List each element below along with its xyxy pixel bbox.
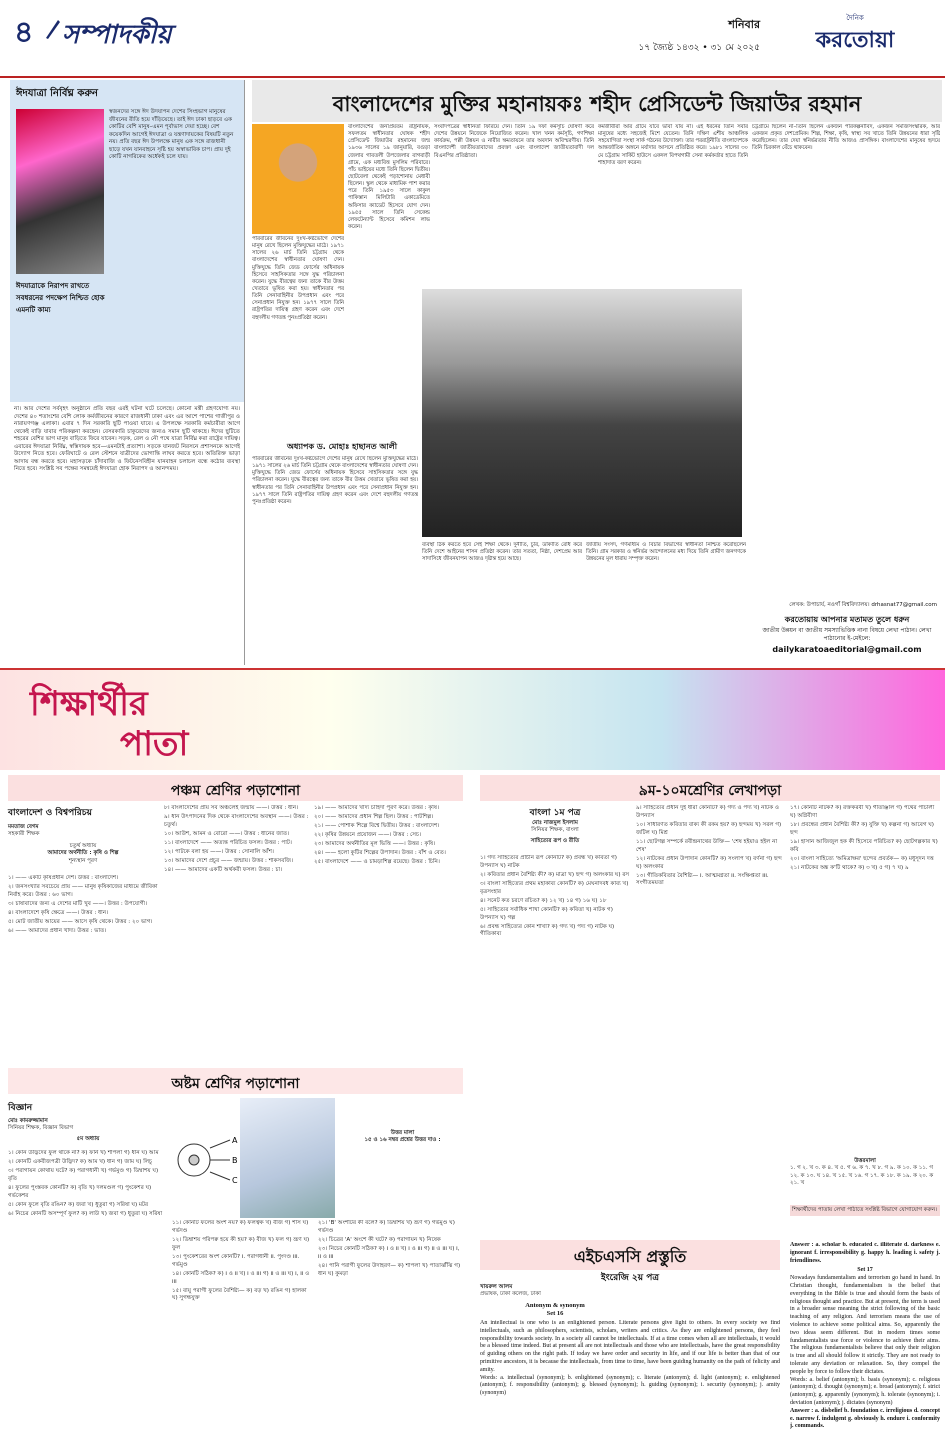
class5-teacher-role: সহকারী শিক্ষক (8, 831, 40, 838)
class910-teacher-role: সিনিয়র শিক্ষক, বাংলা (531, 827, 579, 834)
flower-diagram (172, 1130, 242, 1190)
masthead (0, 0, 945, 78)
class5-q11: ১১। বাংলাদেশে —— অত্যন্ত পরিচিত ফসল। উত্তর : পাট। (164, 839, 292, 846)
class8-q23: ২৩। নিচের কোনটি সঠিক? ক) i ও ii খ) i ও iii গ) ii ও iii ঘ) i, ii ও iii (318, 1245, 460, 1260)
class8-q5: ৫। কোন ফুলে বৃতি রঙিন? ক) জবা খ) ধুতুরা গ) সরিষা ঘ) মটর (8, 1201, 149, 1208)
class5-q12: ১২। পাটকে বলা হয় ——। উত্তর : সোনালি আঁশ। (164, 848, 274, 855)
class8-q3: ৩। পরাগায়ন কোথায় ঘটে? ক) পরাগধানী খ) গর্ভমুণ্ড গ) ডিম্বাশয় ঘ) বৃতি (8, 1167, 159, 1182)
opinion-notice (752, 614, 942, 664)
class8-answer-note (345, 1130, 460, 1145)
hsc-set16-words: Words: a. intellectual (synonym); b. enlightened (synonym); c. literate (antonym); d. light (antonym); e. enlightened (antonym); f. responsibility (antonym); g. blessed (synonym); h. guiding (synonym); i. security (synonym); j. amity (synonym) (480, 1374, 780, 1397)
class910-answers-title: উত্তরমালা (854, 1158, 876, 1164)
hsc-teacher-info (480, 1284, 630, 1299)
class5-q13: ১৩। আমাদের দেশে প্রচুর —— জন্মায়। উত্তর : শাকসবজি। (164, 857, 293, 864)
class5-q1: ১। —— একটি কৃষিপ্রধান দেশ। উত্তর : বাংলাদেশ। (8, 875, 119, 881)
hsc-set17-answer: Answer : a. disbelief b. foundation c. irreligious d. concept e. narrow f. indulgent g. obviously h. endure i. conformity j. commands. (790, 1407, 940, 1430)
class5-q5: ৫। মোট জাতীয় আয়ের —— আসে কৃষি থেকে। উত্তর : ২০ ভাগ। (8, 918, 153, 925)
article-headline: বাংলাদেশের মুক্তির মহানায়কঃ শহীদ প্রেসিডেন্ট জিয়াউর রহমান (252, 80, 942, 122)
class910-q18: ১৮। প্রবন্ধের প্রধান বৈশিষ্ট্য কী? ক) যুক্তি খ) কল্পনা গ) আবেগ ঘ) ছন্দ (790, 821, 934, 836)
hsc-topic: Antonym & synonym (525, 1302, 585, 1309)
diagram-label-c: C (232, 1176, 238, 1185)
class8-q12: ১২। ডিম্বাশয় পরিপক্ব হয়ে কী হয়? ক) বীজ খ) ফল গ) ভ্রূণ ঘ) ফুল (172, 1236, 310, 1251)
class910-q21: ২১। নাটকের অঙ্ক ক'টি থাকে? ক) ৩ খ) ৫ গ) ৭ ঘ) ৯ (790, 864, 909, 871)
editorial-intro: স্বজনদের সঙ্গে ঈদ উদযাপন দেশের সিংহভাগ মানুষের জীবনের রীতি হয়ে দাঁড়িয়েছে। তাই ঈদ ঢাকা ছাড়বে এক কোটির বেশি মানুষ–এমন পূর্বাভাস দেয়া হচ্ছে। বেশ কয়েকদিন আগেই ঈদযাত্রা ও যন্ত্রণাদায়কের বিষয়টি নতুন নয়। প্রতি বছর ঈদ উপলক্ষে মানুষ এক সঙ্গে রাজধানী ছাড়ে যখন যানবাহনে সৃষ্টি হয় অস্বাভাবিক চাপ। প্রায় দুই কোটি নাগরিকের অর্ধেকই চলে যায়। (109, 109, 234, 161)
class8-q1: ১। কোন উদ্ভিদের ফুল থাকে না? ক) ফার্ন খ) শাপলা গ) ধান ঘ) আম (8, 1150, 159, 1156)
class8-q24: ২৪। পানি পরাগী ফুলের উদাহরণ— ক) শাপলা খ) পাতাঝাঁঝি গ) ধান ঘ) কুমড়া (318, 1262, 461, 1277)
class910-q6: ৬। প্রবন্ধ সাহিত্যের কোন শাখা? ক) গদ্য খ) পদ্য গ) নাটক ঘ) গীতিকাব্য (480, 923, 615, 938)
author-portrait (252, 124, 344, 234)
hsc-set16-title: Set 16 (546, 1310, 564, 1318)
hsc-set17-passage: Nowadays fundamentalism and terrorism go hand in hand. In Christian thought, fundamentalism is the belief that everything in the Bible is true and should form the basis of religious thought and practice. But at present, the term is used in a broader sense meaning the strict following of the basic teaching of any religion. And terrorism means the use of violence to achieve some political aims. So, apparently the two ideas seem different. But in modern times some fundamentalists use force or violence to achieve their aims. The religious fundamentalists believe that only their religion is true and all should follow it strictly. They are not ready to tolerate any deviation or relaxation. So, they compel the people by force to follow their dictates. (790, 1275, 940, 1375)
class8-teacher-role: সিনিয়র শিক্ষক, বিজ্ঞান বিভাগ (8, 1125, 74, 1132)
travelers-photo (16, 109, 104, 274)
newspaper-tag: দৈনিক (846, 14, 864, 22)
hsc-set16-passage: An intellectual is one who is an enlightened person. Literate persons give light to others. In every society we find intellectuals, such as philosophers, scientists, scholars, writers and critics. As they are enlightened persons, they feel responsibility towards society. In a society all cannot be intellectuals. If at a time comes when all are intellectuals, it would be a blessed time indeed. But at present all are not intellectuals and those who are intellectuals, have the great responsibility of guiding others on the right path. If today we have order and security in life, and if our life is better than that of our primitive ancestors, it is because the intellectuals, from time to time, have been guiding humanity on the path of felicity and amity. (480, 1320, 780, 1373)
class5-q24: ২৪। —— হলো কুটির শিল্পের উপাদান। উত্তর : বাঁশ ও বেত। (314, 849, 446, 856)
class5-q2: ২। জনসংখ্যার সবচেয়ে প্রায় —— মানুষ কৃষিকাজের মাধ্যমে জীবিকা নির্বাহ করে। উত্তর : ৬০ ভাগ। (8, 883, 158, 898)
class5-q8: ৮। বাংলাদেশের প্রায় সব অঞ্চলেই জন্মায় ——। উত্তর : ধান। (164, 805, 299, 811)
class8-col3 (318, 1220, 463, 1445)
class5-chapter: চতুর্থ অধ্যায় (69, 842, 97, 849)
class5-question-head: শূন্যস্থান পূরণ (68, 857, 98, 864)
class5-q10: ১০। আউশ, আমন ও বোরো ——। উত্তর : ধানের জাত। (164, 830, 290, 837)
class910-teacher: মোঃ নাজমুল ইসলাম (532, 820, 578, 826)
class910-answers (790, 1158, 940, 1188)
class8-teacher: মোঃ কামরুজ্জামান (8, 1118, 48, 1124)
class910-subject: বাংলা ১ম পত্র (529, 808, 581, 818)
class910-q2: ২। কবিতার প্রধান বৈশিষ্ট্য কী? ক) মাত্রা খ) ছন্দ গ) অলংকার ঘ) রস (480, 871, 630, 878)
class910-q13: ১৩। গীতিকবিতার বৈশিষ্ট্য— i. আত্মমগ্নতা ii. সংক্ষিপ্ততা iii. সংগীতময়তা (636, 872, 769, 887)
article-column-1: বাংলাদেশের জনপ্রিয়তম রাষ্ট্রনায়ক, সফলতম স্বাধীনতার ঘোষক শহীদ প্রেসিডেন্ট জিয়াউর রহমানের জন্ম ১৯৩৬ সালের ১৯ জানুয়ারি, বগুড়া জেলার গাবতলী উপজেলার বাগবাড়ী গ্রামে, এক মধ্যবিত্ত মুসলিম পরিবারে। পাঁচ ভাইয়ের মধ্যে তিনি ছিলেন দ্বিতীয়। ছোটবেলা থেকেই পড়াশোনায় মেধাবী ছিলেন। স্কুল থেকে মাধ্যমিক পাশ করার পরে তিনি ১৯৫৩ সালে কাকুল পাকিস্তান মিলিটারি একাডেমিতে অফিসার ক্যাডেট হিসেবে যোগ দেন। ১৯৫৫ সালে তিনি সেকেন্ড লেফটেন্যান্ট হিসেবে কমিশন লাভ করেন। (348, 124, 430, 230)
class910-col3 (790, 805, 940, 1125)
article-column-5: পরিবারের জীবনের দুঃখ-কষ্টভোগে দেশের মানুষ রেখে ছিলেন মুক্তিযুদ্ধের মাঠে। ১৯৭১ সালের ২৬ মার্চ তিনি চট্টগ্রাম থেকে বাংলাদেশের স্বাধীনতার ঘোষণা দেন। মুক্তিযুদ্ধে তিনি জেড ফোর্সের অধিনায়ক হিসেবে সাহসিকতার সঙ্গে যুদ্ধ পরিচালনা করেন। যুদ্ধে বীরত্বের জন্য তাকে বীর উত্তম খেতাবে ভূষিত করা হয়। স্বাধীনতার পর তিনি সেনাবাহিনীর উপপ্রধান এবং পরে সেনাপ্রধান নিযুক্ত হন। ১৯৭৭ সালে তিনি রাষ্ট্রপতির দায়িত্ব গ্রহণ করেন এবং দেশে বহুদলীয় গণতন্ত্র পুনঃপ্রতিষ্ঠা করেন। (252, 456, 418, 505)
class5-q20: ২০। —— আমাদের প্রধান শিল্প ছিল। উত্তর : পাটশিল্প। (314, 813, 434, 820)
issue-date: ১৭ জ্যৈষ্ঠ ১৪৩২ • ৩১ মে ২০২৫ (638, 43, 760, 53)
newspaper-name (770, 14, 940, 60)
class5-col2 (164, 805, 309, 1065)
notice-body: জাতীয় উন্নয়ন বা জাতীয় সমস্যাভিত্তিক নানা বিষয়ে লেখা পাঠান। লেখা পাঠানোর ই-মেইলে: (762, 627, 932, 642)
hsc-subject: ইংরেজি ২য় পত্র (601, 1273, 659, 1283)
lab-students-photo (240, 1098, 335, 1218)
class5-chapter-title: আমাদের অর্থনীতি : কৃষি ও শিল্প (47, 850, 119, 857)
class5-q22: ২২। কৃষির উন্নয়নে প্রয়োজন ——। উত্তর : সেচ। (314, 831, 422, 838)
class5-teacher: মমতাজ বেগম (8, 824, 39, 830)
editorial-sidebar (10, 80, 245, 665)
class5-q23: ২৩। আমাদের অর্থনীতির মূল ভিত্তি ——। উত্তর : কৃষি। (314, 840, 436, 847)
notice-email[interactable]: dailykaratoaeditorial@gmail.com (772, 644, 922, 654)
class910-q11: ১১। ছোটগল্প সম্পর্কে রবীন্দ্রনাথের উক্তি— 'শেষ হইয়াও হইল না শেষ' (636, 838, 778, 853)
editorial-title: ঈদযাত্রা নির্বিঘ্ন করুন (16, 88, 99, 99)
hsc-teacher: খায়রুল আলম (480, 1284, 513, 1290)
class910-q5: ৫। সাহিত্যের সর্বাধিক শাখা কোনটি? ক) কবিতা খ) নাটক গ) উপন্যাস ঘ) গল্প (480, 906, 613, 921)
class910-answers-list: ১. গ ২. খ ৩. ক ৪. খ ৫. গ ৬. ক ৭. খ ৮. গ ৯. ক ১০. ক ১১. গ ১২. ক ১৩. ঘ ১৪. খ ১৫. খ ১৬. গ ১৭. ক ১৮. ক ১৯. ক ২০. ক ২১. খ (790, 1165, 934, 1187)
students-page-banner (0, 668, 945, 770)
class910-info (480, 805, 630, 845)
class910-chapter: সাহিত্যের রূপ ও রীতি (530, 837, 580, 844)
class8-q6: ৬। নিচের কোনটি অসম্পূর্ণ ফুল? ক) লাউ খ) জবা গ) ধুতুরা ঘ) সরিষা (8, 1210, 163, 1217)
hsc-teacher-role: প্রভাষক, ঢাকা কলেজ, ঢাকা (480, 1291, 541, 1298)
class910-col2 (636, 805, 784, 1235)
hsc-set17-block (790, 1242, 940, 1448)
class8-q21: ২১। 'B' অংশটির কী বলে? ক) ডিম্বাশয় খ) ভ্রূণ গ) গর্ভমুণ্ড ঘ) গর্ভদণ্ড (318, 1220, 455, 1234)
class8-answer-title: উত্তর মালা (390, 1130, 415, 1136)
class5-q9: ৯। ধান উৎপাদনের দিক থেকে বাংলাদেশের অবস্থান ——। উত্তর : চতুর্থ। (164, 813, 309, 828)
hsc-topic-block (480, 1302, 630, 1319)
class5-q14: ১৪। —— আমাদের একটি অর্থকরী ফসল। উত্তর : চা। (164, 866, 282, 873)
class910-q17: ১৭। কোনটি নাটক? ক) রক্তকরবী খ) গীতাঞ্জলি গ) পথের পাঁচালী ঘ) অগ্নিবীণা (790, 805, 935, 819)
article-column-2: সংবাদপত্রের স্বাধীনতা ফিরিয়ে দেন। তিনি ১৯ দফা কর্মসূচি ঘোষণা করে দেশের উন্নয়নে নিজেকে নিয়োজিত করেন। খাল খনন কর্মসূচি, গণশিক্ষা কার্যক্রম, পল্লী উন্নয়ন ও নারীর ক্ষমতায়নে তার অবদান অবিস্মরণীয়। তিনি বাংলাদেশী জাতীয়তাবাদের প্রবক্তা এবং বাংলাদেশ জাতীয়তাবাদী দল বিএনপির প্রতিষ্ঠাতা। (434, 124, 594, 159)
class8-info (8, 1100, 168, 1143)
writer-email[interactable]: drhasnat77@gmail.com (871, 602, 937, 608)
writer-info (752, 602, 937, 609)
class5-q21: ২১। —— পোশাক শিল্পে বিশ্বে দ্বিতীয়। উত্তর : বাংলাদেশ। (314, 822, 440, 829)
issue-day: শনিবার (728, 18, 760, 31)
class5-subject: বাংলাদেশ ও বিশ্বপরিচয় (8, 808, 92, 818)
class8-q13: ১৩। পুংকেশরের অংশ কোনটি? i. পরাগধানী ii. পুংদণ্ড iii. গর্ভমুণ্ড (172, 1253, 300, 1268)
class910-q10: ১০। সাধারণত কবিতার বাক্য কী রকম হয়? ক) ছন্দময় খ) সরল গ) জটিল ঘ) মিশ্র (636, 821, 782, 836)
class8-q22: ২২। চিত্রের 'A' অংশে কী ঘটে? ক) পরাগায়ন খ) নিষেক (318, 1236, 441, 1243)
class910-heading: ৯ম-১০মশ্রেণির লেখাপড়া (480, 775, 940, 801)
class5-q19: ১৯। —— আমাদের খাদ্য চাহিদা পূরণ করে। উত্তর : কৃষি। (314, 805, 439, 811)
class8-q2: ২। কোনটি একবীজপত্রী উদ্ভিদ? ক) আম খ) ধান গ) জাম ঘ) লিচু (8, 1158, 153, 1165)
article-column-1b: পরিবারের জীবনের দুঃখ-কষ্টভোগে দেশের মানুষ রেখে ছিলেন মুক্তিযুদ্ধের মাঠে। ১৯৭১ সালের ২৬ মার্চ তিনি চট্টগ্রাম থেকে বাংলাদেশের স্বাধীনতার ঘোষণা দেন। মুক্তিযুদ্ধে তিনি জেড ফোর্সের অধিনায়ক হিসেবে সাহসিকতার সঙ্গে যুদ্ধ পরিচালনা করেন। যুদ্ধে বীরত্বের জন্য তাকে বীর উত্তম খেতাবে ভূষিত করা হয়। স্বাধীনতার পর তিনি সেনাবাহিনীর উপপ্রধান এবং পরে সেনাপ্রধান নিযুক্ত হন। ১৯৭৭ সালে তিনি রাষ্ট্রপতির দায়িত্ব গ্রহণ করেন এবং দেশে বহুদলীয় গণতন্ত্র পুনঃপ্রতিষ্ঠা করেন। (252, 236, 344, 321)
newspaper-title: করতোয়া (815, 27, 895, 54)
article-column-4: চট্টগ্রামে ছিলেন না–তিনি ছিলেন একজন পরিকল্পনাবিদ, একজন সমাজসংস্কারক, আর একজন প্রকৃত দেশপ্রেমিক। শিল্প, শিক্ষা, কৃষি, স্বাস্থ্য সব খাতে তিনি উন্নয়নের ধারা সৃষ্টি করেছিলেন। তার দেয়া স্বনির্ভরতার নীতি আজও প্রাসঙ্গিক। বাংলাদেশের মানুষের হৃদয়ে তিনি চিরকাল বেঁচে থাকবেন। (752, 124, 940, 152)
main-article (252, 124, 942, 665)
class8-q14: ১৪। কোনটি সঠিক? ক) i ও ii খ) i ও iii গ) ii ও iii ঘ) i, ii ও iii (172, 1270, 310, 1285)
class8-heading: অষ্টম শ্রেণির পড়াশোনা (8, 1068, 463, 1094)
class910-q1: ১। গদ্য সাহিত্যের প্রাচীন রূপ কোনটি? ক) প্রবন্ধ খ) কবিতা গ) উপন্যাস ঘ) নাটক (480, 855, 617, 869)
article-column-7: জাতীয় সংসদ, গণমাধ্যম ও বিচার বিভাগের স্বাধীনতা নিশ্চিত করেছিলেন তিনি। গ্রাম সরকার ও স্বনির্ভর আন্দোলনের মধ্য দিয়ে তিনি গ্রামীণ জনগণকে উন্নয়নের মূল ধারায় সম্পৃক্ত করেন। (586, 542, 746, 563)
editorial-callout: ঈদযাত্রাকে নিরাপদ রাখতে সবধরনের পদক্ষেপ নিশ্চিত হোক এমনটি কাম্য (16, 282, 105, 314)
class910-q4: ৪। সনেট কত চরণে রচিত? ক) ১২ খ) ১৪ গ) ১৬ ঘ) ১৮ (480, 897, 607, 904)
article-byline: অধ্যাপক ড. মোহাঃ হাছানত আলী (287, 442, 397, 451)
page-number: ৪ (14, 15, 34, 50)
hsc-set17-title: Set 17 (857, 1267, 873, 1274)
class8-answer-instruction: ১৫ ও ১৬ নম্বর প্রশ্নের উত্তর দাও : (364, 1137, 441, 1144)
date-block (560, 16, 760, 55)
class8-col1 (8, 1150, 168, 1445)
class5-q25: ২৫। বাংলাদেশে —— ও চামড়াশিল্প রয়েছে। উত্তর : চিনি। (314, 858, 440, 865)
class8-q4: ৪। ফুলের পুংস্তবক কোনটি? ক) বৃতি খ) দলমণ্ডল গ) পুংকেশর ঘ) গর্ভকেশর (8, 1184, 152, 1199)
hsc-set17-words: Words: a. belief (antonym); b. basis (synonym); c. religious (antonym); d. thought (synonym); e. broad (antonym); f. strict (antonym); g. apparently (synonym); h. tolerate (synonym); i. deviation (antonym); j. dictates (synonym) (790, 1376, 940, 1406)
section-logo: সম্পাদকীয় (62, 20, 172, 50)
class8-col2 (172, 1220, 312, 1445)
class910-q12: ১২। নাটকের প্রধান উপাদান কোনটি? ক) সংলাপ খ) বর্ণনা গ) ছন্দ ঘ) অলংকার (636, 855, 782, 870)
class5-q3: ৩। চাষাবাদের জন্য এ দেশের মাটি খুব ——। উত্তর : উপযোগী। (8, 900, 148, 907)
hsc-subject-line (480, 1270, 780, 1285)
quill-pen-icon (44, 18, 62, 40)
class5-info (8, 805, 158, 865)
class5-q4: ৪। বাংলাদেশে কৃষি ক্ষেত্রে ——। উত্তর : ধান। (8, 909, 109, 916)
hsc-heading: এইচএসসি প্রস্তুতি (480, 1240, 780, 1270)
article-column-6: ব্যবস্থা ঠিক করতে হবে সেই শিক্ষা থেকে। দুর্নীতি, চুরি, ডাকাতি রোধ করে তিনি দেশে আইনের শাসন প্রতিষ্ঠা করেন। তার সততা, নিষ্ঠা, দেশপ্রেম আর সাদাসিধে জীবনযাপন আজও দৃষ্টান্ত হয়ে আছে। (422, 542, 582, 563)
class5-heading: পঞ্চম শ্রেণির পড়াশোনা (8, 775, 463, 801)
editorial-box (10, 80, 244, 402)
class910-footer-note: শিক্ষার্থীদের পাতায় লেখা পাঠাতে সংশ্লিষ্ট বিভাগে যোগাযোগ করুন। (790, 1205, 940, 1216)
class5-col3 (314, 805, 462, 1065)
class910-q20: ২০। বাংলা সাহিত্যে 'অমিত্রাক্ষর' ছন্দের প্রবর্তক— ক) মধুসূদন দত্ত (790, 855, 934, 862)
editorial-body: না। আর দেশের সর্ববৃহৎ অনুষ্ঠানে প্রতি বছর এরই ঘটনা ঘটে চলেছে। কোনো মন্ত্রী গ্রহণযোগ্য নয়। দেশের ৪০ শতাংশের বেশি লোক কর্মজীবনের কারণে রাজধানী ঢাকা এবং এর আশে পাশের গাজীপুর ও নারায়ণগঞ্জ এলাকা। এবার ৭ দিন সরকারি ছুটি পাওয়া যাবে। এ উপলক্ষে সরকারি কর্মচারীরা আগে থেকেই বাড়ি যাবার পরিকল্পনা করছেন। বেসরকারি চাকুরেদের জন্যও সমান ছুটি থাকছে। ঈদের ছুটিতে শহরের বেশির ভাগ মানুষ বাড়িতে ফিরে যাবেন। সড়ক, রেল ও নৌ পথে যাত্রা নির্বিঘ্ন করা রাষ্ট্রের দায়িত্ব। এবারের ঈদযাত্রা নির্বিঘ্ন, স্বস্তিদায়ক হবে—এমনটাই প্রত্যাশা। সড়কে যানজট নিরসনে প্রশাসনকে আগেই উদ্যোগ নিতে হবে। ফেরিঘাটে ও রেল স্টেশনে যাত্রীদের ভোগান্তি লাঘব করতে হবে। অতিরিক্ত ভাড়া আদায় বন্ধ করতে হবে। মহাসড়কে চাঁদাবাজি ও ফিটনেসবিহীন যানবাহন চলাচল বন্ধে কঠোর ব্যবস্থা নিতে হবে। সংশ্লিষ্ট সব পক্ষের সমন্বয়েই ঈদযাত্রা হোক নিরাপদ ও আনন্দময়। (14, 406, 240, 473)
class5-q6: ৬। —— আমাদের প্রধান খাদ্য। উত্তর : ভাত। (8, 927, 107, 934)
article-column-3: কর্মজীবীরা আর গ্রামে যাবে ভাবা যায় না। এই ধরনের তিনি সবার মানুষের মধ্যে সহজেই মিশে যেতেন। তিনি দক্ষিণ এশীয় আঞ্চলিক সহযোগিতা সংস্থা সার্ক গঠনের উদ্যোক্তা। তার পররাষ্ট্রনীতি বাংলাদেশকে আন্তর্জাতিক অঙ্গনে মর্যাদার আসনে প্রতিষ্ঠিত করে। ১৯৮১ সালের ৩০ মে চট্টগ্রাম সার্কিট হাউসে একদল বিপথগামী সেনা কর্মকর্তার হাতে তিনি শাহাদাত বরণ করেন। (598, 124, 748, 166)
class5-col1 (8, 875, 158, 1065)
class8-chapter: ৫ম অধ্যায় (76, 1135, 100, 1142)
class8-q15: ১৫। বায়ু পরাগী ফুলের বৈশিষ্ট্য— ক) বড় খ) রঙিন গ) হালকা ঘ) সুগন্ধযুক্ত (172, 1287, 307, 1302)
class910-q3: ৩। বাংলা সাহিত্যের প্রথম মহাকাব্য কোনটি? ক) মেঘনাদবধ কাব্য খ) বৃত্রসংহার (480, 880, 629, 895)
writer-title: লেখক: উপাচার্য, নওগাঁ বিশ্ববিদ্যালয়। (789, 602, 870, 608)
president-photo (422, 289, 742, 537)
class910-q19: ১৯। হাসান আজিজুল হক কী হিসেবে পরিচিত? ক) ছোটগল্পকার খ) কবি (790, 838, 938, 853)
class910-col1 (480, 855, 630, 1235)
banner-title-line-2: পাতা (120, 724, 189, 764)
diagram-label-a: A (232, 1136, 238, 1145)
class8-q11: ১১। কোনটি ফলের অংশ নয়? ক) ফলত্বক খ) বীজ গ) শাঁস ঘ) গর্ভদণ্ড (172, 1220, 309, 1234)
class8-subject: বিজ্ঞান (8, 1103, 33, 1113)
class910-q9: ৯। সাহিত্যের প্রধান দুই ধারা কোনটি? ক) গদ্য ও পদ্য খ) নাটক ও উপন্যাস (636, 805, 779, 819)
hsc-set16-answer: Answer : a. scholar b. educated c. illiterate d. darkness e. ignorant f. irresponsibility g. happy h. leading i. safety j. friendliness. (790, 1242, 940, 1264)
diagram-label-b: B (232, 1156, 238, 1165)
hsc-set16-block (480, 1320, 780, 1448)
banner-title-line-1: শিক্ষার্থীর (30, 684, 148, 724)
notice-title: করতোয়ায় আপনার মতামত তুলে ধরুন (784, 615, 910, 624)
